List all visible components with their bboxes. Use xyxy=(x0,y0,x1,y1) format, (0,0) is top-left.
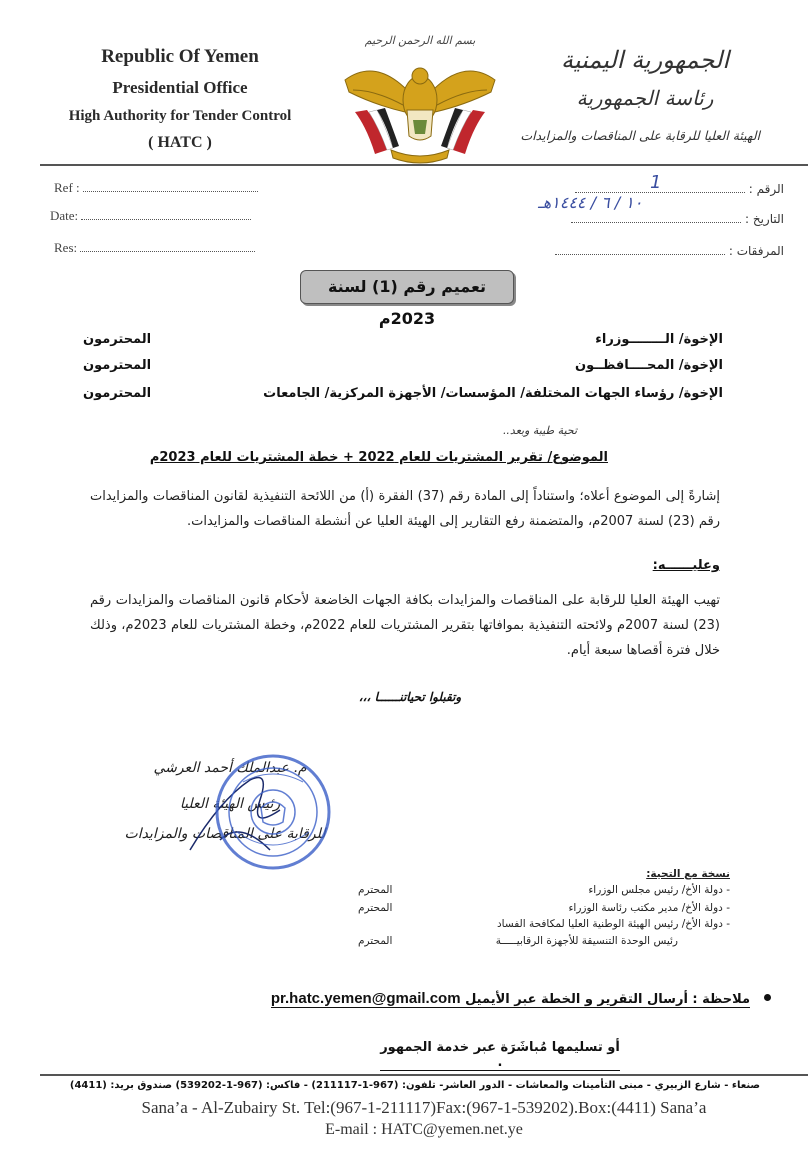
footer-ar: صنعاء - شارع الزبيري - مبنى التأمينات والمعاشات - الدور العاشر- تلفون: (967-1-211117) - فاكس: (967-1-539202) صندوق بريد: (4411) xyxy=(69,1080,761,1091)
footer-divider xyxy=(40,1074,808,1076)
note-email: pr.hatc.yemen@gmail.com xyxy=(270,990,461,1007)
date-label-ar: التاريخ xyxy=(752,212,784,226)
addressee-label: الإخوة/ الــــــــوزراء xyxy=(595,332,723,347)
attachments-field: المرفقات : xyxy=(555,244,784,258)
note-bullet xyxy=(764,994,771,1001)
letterhead-en-line1: Republic Of Yemen xyxy=(101,46,259,67)
header-divider xyxy=(40,164,808,166)
date-value: ١٠ / ٦ / ١٤٤٤هـ xyxy=(538,193,643,212)
eagle-icon xyxy=(335,50,505,165)
cc-honorific: المحترم xyxy=(358,884,393,896)
subject-line: الموضوع/ تقرير المشتريات للعام 2022 + خطة المشتريات للعام 2023م xyxy=(149,450,608,465)
letterhead-en-line4: ( HATC ) xyxy=(148,134,212,151)
res-field xyxy=(54,240,255,256)
closing-line: وتقبلوا تحياتنــــــا ،،، xyxy=(358,690,462,704)
official-stamp-icon xyxy=(213,752,333,872)
addressee-honorific: المحترمون xyxy=(83,358,152,373)
signatory-title-1: رئيس الهيئة العليا xyxy=(179,796,281,812)
note-label: ملاحظة : أرسال التقرير و الخطة عبر الأيميل xyxy=(465,992,750,1007)
footer-en-line2: E-mail : HATC@yemen.net.ye xyxy=(325,1121,523,1138)
yemen-emblem xyxy=(335,34,505,164)
greeting: تحية طيبة وبعد.. xyxy=(502,424,578,437)
circular-title: تعميم رقم (1) لسنة 2023م xyxy=(327,277,487,328)
addressee-label: الإخوة/ المحــــافظــون xyxy=(575,358,723,373)
res-label: Res: xyxy=(54,240,78,255)
letterhead-ar-line2: رئاسة الجمهورية xyxy=(576,86,714,110)
number-field: الرقم : xyxy=(575,182,784,196)
wa-alayh: وعليــــــه: xyxy=(652,558,720,573)
number-value: 1 xyxy=(650,172,662,193)
addressee-honorific: المحترمون xyxy=(83,386,152,401)
note-line-2: أو تسليمها مُباشَرَة عبر خدمة الجمهور . xyxy=(380,1040,620,1070)
letterhead-en-line3: High Authority for Tender Control xyxy=(68,108,292,124)
ref-field xyxy=(54,180,258,196)
addressee-label: الإخوة/ رؤساء الجهات المختلفة/ المؤسسات/ الأجهزة المركزية/ الجامعات xyxy=(263,386,723,401)
letterhead-ar-line3: الهيئة العليا للرقابة على المناقصات والمزايدات xyxy=(520,128,760,143)
date-field-ar: التاريخ : xyxy=(571,212,784,226)
circular-title-box xyxy=(300,270,514,328)
footer-en-line1: Sana’a - Al-Zubairy St. Tel:(967-1-211117)Fax:(967-1-539202).Box:(4411) Sana’a xyxy=(141,1098,707,1117)
note-line-1 xyxy=(271,990,750,1008)
date-field xyxy=(50,208,251,224)
attachments-label: المرفقات xyxy=(736,244,784,258)
addressee-row xyxy=(83,358,723,380)
cc-honorific: المحترم xyxy=(358,935,393,947)
cc-honorific: المحترم xyxy=(358,902,393,914)
addressee-row xyxy=(83,332,723,354)
basmala-text: بسم الله الرحمن الرحيم xyxy=(364,34,476,47)
cc-item: - دولة الأخ/ رئيس الهيئة الوطنية العليا لمكافحة الفساد xyxy=(496,918,730,930)
ref-label: Ref : xyxy=(54,180,80,195)
number-label: الرقم xyxy=(756,182,784,196)
signatory-name: م. عبدالملك أحمد العرشي xyxy=(153,760,307,776)
cc-item: - دولة الأخ/ مدير مكتب رئاسة الوزراء xyxy=(568,902,730,914)
letterhead-ar-line1: الجمهورية اليمنية xyxy=(560,46,730,74)
letterhead-en-line2: Presidential Office xyxy=(112,78,248,97)
addressee-row xyxy=(83,386,723,408)
body-paragraph-2: تهيب الهيئة العليا للرقابة على المناقصات والمزايدات بكافة الجهات الخاضعة لأحكام قانون المناقصات والمزايدات رقم (23) لسنة 2007م ولائحته التنفيذية بموافاتها بتقرير المشتريات للعام 2022م، وخطة المشتريات للعام 2023م، وذلك خلال فترة أقصاها سبعة أيام. xyxy=(90,593,720,658)
signatory-title-2: للرقابة على المناقصات والمزايدات xyxy=(124,826,326,842)
body-paragraph-1: إشارةً إلى الموضوع أعلاه؛ واستناداً إلى المادة رقم (37) الفقرة (أ) من اللائحة التنفيذية لقانون المناقصات والمزايدات رقم (23) لسنة 2007م، والمتضمنة رفع التقارير إلى الهيئة العليا عن أنشطة المناقصات والمزايدات. xyxy=(90,489,721,529)
addressee-honorific: المحترمون xyxy=(83,332,152,347)
date-label: Date: xyxy=(50,208,79,223)
cc-item: - دولة الأخ/ رئيس مجلس الوزراء xyxy=(588,884,730,896)
cc-heading: نسخة مع التحية: xyxy=(646,868,730,880)
cc-item: رئيس الوحدة التنسيقة للأجهزة الرقابيـــــة xyxy=(495,935,678,947)
